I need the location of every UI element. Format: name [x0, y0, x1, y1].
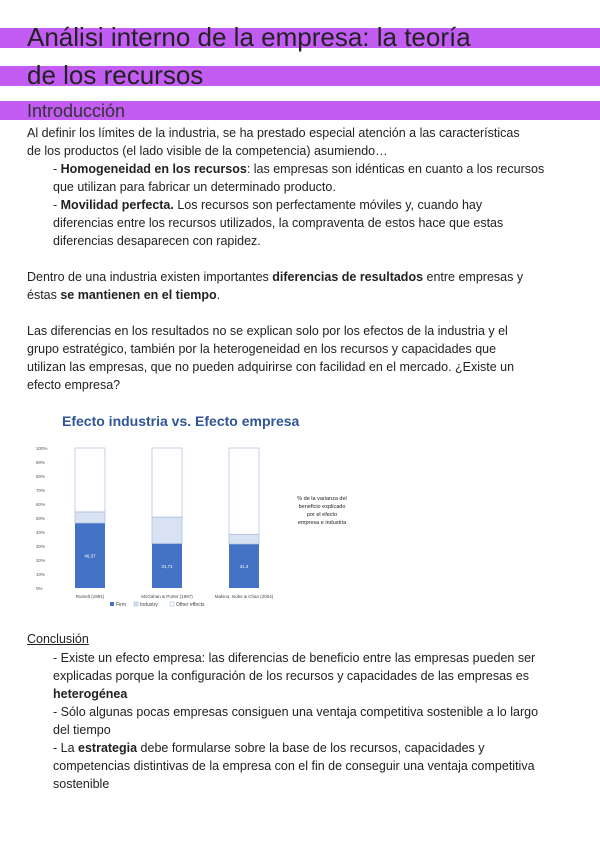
- chart-side-note: empresa e industria: [297, 520, 347, 526]
- text-line: que utilizan para fabricar un determinado producto.: [53, 180, 336, 194]
- bar-segment-other-effects: [229, 448, 259, 534]
- text-segment: entre empresas y: [423, 270, 524, 284]
- bar-segment-other-effects: [152, 448, 182, 517]
- bold-term: diferencias de resultados: [272, 270, 424, 284]
- text-line: [53, 196, 593, 214]
- y-tick-label: 60%: [36, 502, 46, 507]
- bar-segment-industry: [75, 512, 105, 523]
- text-line: - Sólo algunas pocas empresas consiguen una ventaja competitiva sostenible a lo largo: [53, 705, 539, 719]
- text-line: [27, 286, 587, 304]
- text-line: de los productos (el lado visible de la competencia) asumiendo…: [27, 144, 388, 158]
- text-line: Las diferencias en los resultados no se explican solo por los efectos de la industria y el: [27, 324, 508, 338]
- bold-term: se mantienen en el tiempo: [60, 288, 217, 302]
- text-line: diferencias entre los recursos utilizados, la compraventa de estos hace que estas: [53, 216, 504, 230]
- text-segment: éstas: [27, 288, 61, 302]
- paragraph-heterogeneidad: [27, 322, 587, 394]
- text-segment: : las empresas son idénticas en cuanto a los recursos: [246, 162, 545, 176]
- intro-paragraph: [27, 124, 587, 160]
- text-line: sostenible: [53, 777, 110, 791]
- y-tick-label: 30%: [36, 544, 46, 549]
- y-tick-label: 80%: [36, 474, 46, 479]
- chart-side-note: beneficio explicado: [298, 504, 346, 510]
- legend-label: Firm: [116, 602, 126, 608]
- text-segment: - La: [53, 741, 79, 755]
- bold-term: estrategia: [78, 741, 138, 755]
- text-segment: .: [216, 288, 221, 302]
- text-line: del tiempo: [53, 723, 111, 737]
- bold-term: Homogeneidad en los recursos: [60, 162, 247, 176]
- intro-heading: Introducción: [27, 101, 126, 121]
- chart-title: Efecto industria vs. Efecto empresa: [62, 413, 300, 429]
- legend-label: Industry: [140, 602, 158, 608]
- y-tick-label: 90%: [36, 460, 46, 465]
- x-category-label: McGahan & Porter (1997): [141, 594, 193, 599]
- conclusion-heading: Conclusión: [27, 632, 89, 646]
- legend-label: Other effects: [176, 602, 205, 608]
- y-tick-label: 20%: [36, 558, 46, 563]
- bullet-movilidad: [53, 196, 593, 250]
- text-line: Al definir los límites de la industria, se ha prestado especial atención a las características: [27, 126, 520, 140]
- y-tick-label: 40%: [36, 530, 46, 535]
- bar-data-label: 31,71: [161, 563, 173, 569]
- legend-swatch: [110, 602, 114, 606]
- text-line: utilizan las empresas, que no pueden adquirirse con facilidad en el mercado. ¿Existe un: [27, 360, 515, 374]
- text-segment: Los recursos son perfectamente móviles y, cuando hay: [173, 198, 483, 212]
- paragraph-diferencias: [27, 268, 587, 304]
- effect-chart: [30, 408, 357, 614]
- x-category-label: Rumelt (1991): [75, 594, 105, 599]
- bar-segment-industry: [152, 517, 182, 544]
- text-line: diferencias desaparecen con rapidez.: [53, 234, 261, 248]
- bullet-dash: -: [53, 162, 61, 176]
- text-line: - Existe un efecto empresa: las diferencias de beneficio entre las empresas pueden ser: [53, 651, 536, 665]
- text-line: [53, 685, 593, 703]
- conclusion-item-2: [53, 703, 593, 739]
- chart-svg: [30, 408, 357, 614]
- bold-term: heterogénea: [53, 687, 128, 701]
- text-line: [53, 739, 593, 757]
- bold-term: Movilidad perfecta.: [60, 198, 174, 212]
- bar-segment-industry: [229, 534, 259, 544]
- conclusion-item-1: [53, 649, 593, 703]
- page-title-line-1: Análisi interno de la empresa: la teoría: [27, 22, 471, 52]
- text-segment: debe formularse sobre la base de los recursos, capacidades y: [137, 741, 485, 755]
- y-tick-label: 10%: [36, 572, 46, 577]
- text-line: efecto empresa?: [27, 378, 121, 392]
- chart-side-note: % de la varianza del: [297, 496, 347, 502]
- page-title-line-2: de los recursos: [27, 60, 204, 90]
- text-line: explicadas porque la configuración de los recursos y capacidades de las empresas es: [53, 669, 529, 683]
- conclusion-item-3: [53, 739, 593, 793]
- text-line: competencias distintivas de la empresa con el fin de conseguir una ventaja competitiva: [53, 759, 535, 773]
- bar-data-label: 46,37: [84, 553, 96, 559]
- y-tick-label: 0%: [36, 586, 43, 591]
- y-tick-label: 70%: [36, 488, 46, 493]
- text-line: [27, 268, 587, 286]
- chart-side-note: por el efecto: [306, 512, 338, 518]
- bullet-homogeneidad: [53, 160, 593, 196]
- bullet-dash: -: [53, 198, 61, 212]
- text-line: [53, 160, 593, 178]
- bar-data-label: 31,4: [239, 564, 249, 570]
- y-tick-label: 100%: [36, 446, 48, 451]
- bar-segment-other-effects: [75, 448, 105, 512]
- legend-swatch: [170, 602, 174, 606]
- text-segment: Dentro de una industria existen importantes: [27, 270, 273, 284]
- x-category-label: Makino, Isobe & Chan (2004): [214, 594, 274, 599]
- y-tick-label: 50%: [36, 516, 46, 521]
- text-line: grupo estratégico, también por la heterogeneidad en los recursos y capacidades que: [27, 342, 497, 356]
- legend-swatch: [134, 602, 138, 606]
